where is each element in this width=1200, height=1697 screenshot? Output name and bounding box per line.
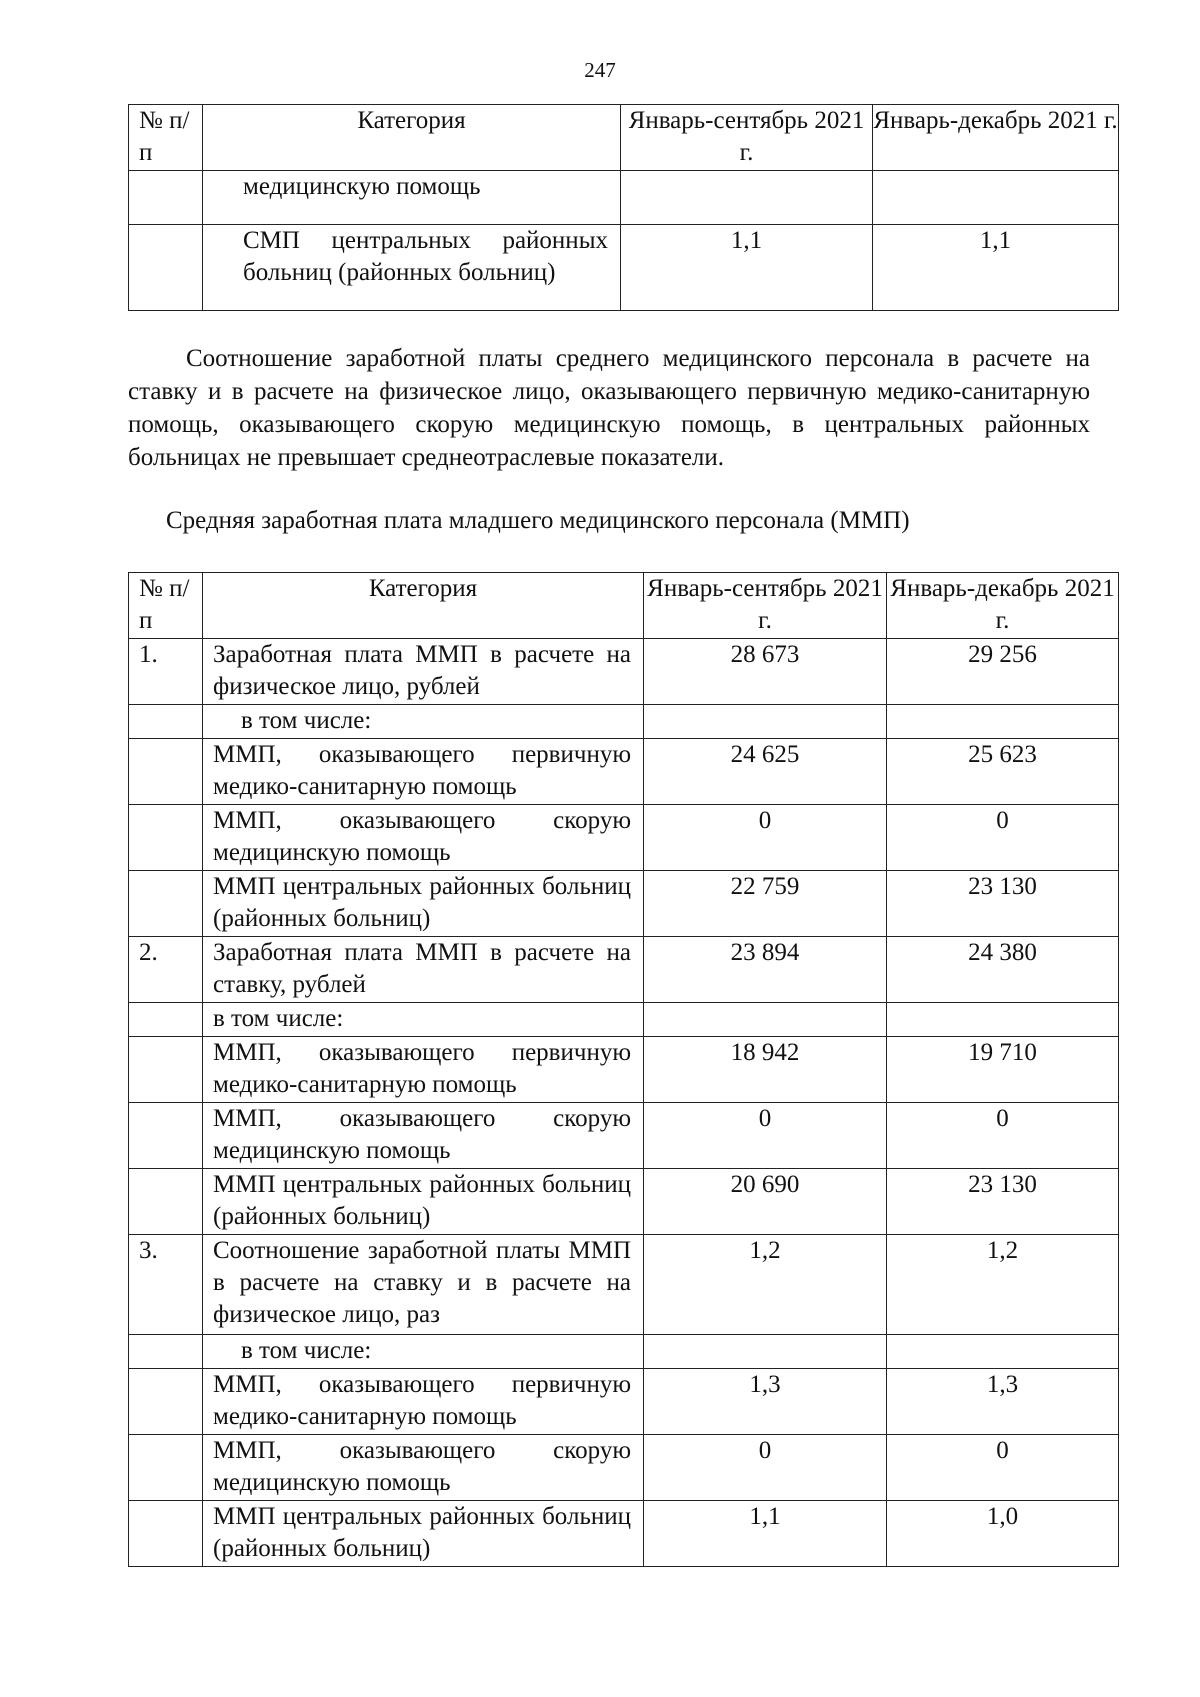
header-period-2: Январь-декабрь 2021 г.: [887, 573, 1119, 639]
table-row: [129, 1103, 1119, 1169]
cell-value-2: 23 130: [887, 871, 1119, 937]
cell-category: ММП, оказывающего первичную медико-санитарную помощь: [203, 739, 644, 805]
cell-value-2: [873, 171, 1119, 225]
cell-category: Соотношение заработной платы ММП в расчете на ставку и в расчете на физическое лицо, раз: [203, 1235, 644, 1335]
cell-value-1: 0: [644, 1103, 887, 1169]
cell-num: [129, 1435, 203, 1501]
cell-value-1: [644, 1335, 887, 1369]
cell-value-1: 23 894: [644, 937, 887, 1003]
table-row: [129, 1501, 1119, 1567]
header-category: Категория: [203, 105, 621, 171]
cell-value-2: 1,2: [887, 1235, 1119, 1335]
table-header-row: [129, 573, 1119, 639]
cell-category: ММП, оказывающего скорую медицинскую помощь: [203, 805, 644, 871]
cell-category: Заработная плата ММП в расчете на ставку, рублей: [203, 937, 644, 1003]
cell-value-1: 22 759: [644, 871, 887, 937]
page-number: 247: [584, 58, 616, 82]
cell-value-2: 23 130: [887, 1169, 1119, 1235]
cell-category: ММП центральных районных больниц (районных больниц): [203, 871, 644, 937]
cell-category: в том числе:: [203, 1335, 644, 1369]
cell-value-1: 20 690: [644, 1169, 887, 1235]
table-row: [129, 1037, 1119, 1103]
cell-value-2: 24 380: [887, 937, 1119, 1003]
cell-value-1: 1,2: [644, 1235, 887, 1335]
cell-num: 2.: [129, 937, 203, 1003]
table-row: [129, 739, 1119, 805]
cell-value-1: 1,1: [621, 225, 873, 311]
cell-value-1: [644, 1003, 887, 1037]
cell-value-2: 25 623: [887, 739, 1119, 805]
cell-value-1: 0: [644, 805, 887, 871]
table-row: [129, 1435, 1119, 1501]
cell-value-2: [887, 1003, 1119, 1037]
header-num: № п/п: [129, 573, 203, 639]
cell-num: [129, 1103, 203, 1169]
cell-num: [129, 739, 203, 805]
table-row: [129, 639, 1119, 705]
section-title: Средняя заработная плата младшего медицинского персонала (ММП): [166, 507, 910, 534]
cell-value-1: 1,1: [644, 1501, 887, 1567]
cell-value-1: [644, 705, 887, 739]
table-row: [129, 1335, 1119, 1369]
cell-category: ММП, оказывающего первичную медико-санитарную помощь: [203, 1369, 644, 1435]
cell-value-2: 1,1: [873, 225, 1119, 311]
cell-category: в том числе:: [203, 705, 644, 739]
cell-category: ММП центральных районных больниц (районных больниц): [203, 1169, 644, 1235]
cell-value-2: 0: [887, 1103, 1119, 1169]
cell-value-1: 28 673: [644, 639, 887, 705]
cell-value-1: 0: [644, 1435, 887, 1501]
cell-value-1: 1,3: [644, 1369, 887, 1435]
cell-value-2: 1,3: [887, 1369, 1119, 1435]
table-row: [129, 1235, 1119, 1335]
cell-num: [129, 705, 203, 739]
cell-value-2: [887, 705, 1119, 739]
cell-value-2: 0: [887, 1435, 1119, 1501]
cell-num: [129, 1501, 203, 1567]
header-period-2: Январь-декабрь 2021 г.: [873, 105, 1119, 171]
cell-num: [129, 1335, 203, 1369]
table-row: [129, 1169, 1119, 1235]
cell-num: [129, 225, 203, 311]
cell-num: 1.: [129, 639, 203, 705]
cell-value-2: 19 710: [887, 1037, 1119, 1103]
cell-category: ММП, оказывающего скорую медицинскую помощь: [203, 1435, 644, 1501]
cell-category: СМП центральных районных больниц (районных больниц): [203, 225, 621, 311]
cell-category: медицинскую помощь: [203, 171, 621, 225]
cell-num: [129, 1037, 203, 1103]
cell-num: [129, 1369, 203, 1435]
table-row: [129, 937, 1119, 1003]
table-row: [129, 1369, 1119, 1435]
cell-num: [129, 1169, 203, 1235]
cell-category: в том числе:: [203, 1003, 644, 1037]
cell-value-2: 29 256: [887, 639, 1119, 705]
table-row: [129, 225, 1119, 311]
cell-value-2: 0: [887, 805, 1119, 871]
cell-category: ММП центральных районных больниц (районных больниц): [203, 1501, 644, 1567]
cell-value-2: [887, 1335, 1119, 1369]
table-row: [129, 1003, 1119, 1037]
header-period-1: Январь-сентябрь 2021 г.: [621, 105, 873, 171]
cell-value-1: 24 625: [644, 739, 887, 805]
table-row: [129, 705, 1119, 739]
table-row: [129, 871, 1119, 937]
body-paragraph: Соотношение заработной платы среднего медицинского персонала в расчете на ставку и в расчете на физическое лицо, оказывающего первичную медико-санитарную помощь, оказывающего скорую медицинскую помощь, в центральных районных больницах не превышает среднеотраслевые показатели.: [128, 345, 1090, 471]
cell-num: [129, 871, 203, 937]
header-category: Категория: [203, 573, 644, 639]
header-num: № п/п: [129, 105, 203, 171]
cell-num: [129, 805, 203, 871]
cell-value-2: 1,0: [887, 1501, 1119, 1567]
table-row: [129, 171, 1119, 225]
cell-category: Заработная плата ММП в расчете на физическое лицо, рублей: [203, 639, 644, 705]
table-header-row: [129, 105, 1119, 171]
cell-value-1: 18 942: [644, 1037, 887, 1103]
table-row: [129, 805, 1119, 871]
cell-num: [129, 171, 203, 225]
table-continuation: [128, 104, 1119, 311]
cell-category: ММП, оказывающего скорую медицинскую помощь: [203, 1103, 644, 1169]
cell-value-1: [621, 171, 873, 225]
salary-table: [128, 572, 1119, 1567]
header-period-1: Январь-сентябрь 2021 г.: [644, 573, 887, 639]
cell-num: [129, 1003, 203, 1037]
cell-num: 3.: [129, 1235, 203, 1335]
cell-category: ММП, оказывающего первичную медико-санитарную помощь: [203, 1037, 644, 1103]
